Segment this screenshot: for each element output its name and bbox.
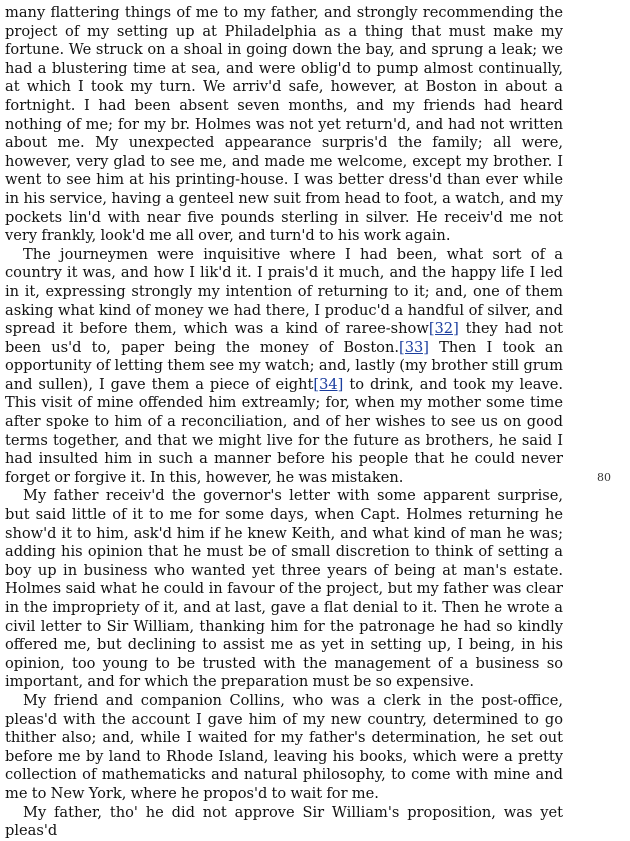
paragraph-text: to drink, and took my leave. This visit of mine offended him extreamly; for, when my mother some time after spoke to him of a reconciliation, and of her wishes to see us on good terms together, and that we might live for the future as brothers, he said I had insulted him in such a manner before his people that he could never forget or forgive it. In this, however, he was mistaken. [5,375,563,486]
footnote-link-32[interactable]: [32] [428,320,459,338]
paragraph-text: My friend and companion Collins, who was a clerk in the post-office, pleas'd with the account I gave him of my new country, determined to go thither also; and, while I waited for my father's determination, he set out before me by land to Rhode Island, leaving his books, which were a pretty collection of mathematicks and natural philosophy, to come with mine and me to New York, where he propos'd to wait for me. [5,691,563,802]
footnote-link-34[interactable]: [34] [313,375,344,393]
paragraph [5,4,563,246]
paragraph [5,804,563,841]
paragraph [5,692,563,804]
footnote-link-33[interactable]: [33] [399,338,429,356]
paragraph-text: many flattering things of me to my father, and strongly recommending the project of my setting up at Philadelphia as a thing that must make my fortune. We struck on a shoal in going down the bay, and sprung a leak; we had a blustering time at sea, and were oblig'd to pump almost continually, at which I took my turn. We arriv'd safe, however, at Boston in about a fortnight. I had been absent seven months, and my friends had heard nothing of me; for my br. Holmes was not yet return'd, and had not written about me. My unexpected appearance surpris'd the family; all were, however, very glad to see me, and made me welcome, except my brother. I went to see him at his printing-house. I was better dress'd than ever while in his service, having a genteel new suit from head to foot, a watch, and my pockets lin'd with near five pounds sterling in silver. He receiv'd me not very frankly, look'd me all over, and turn'd to his work again. [5,4,563,245]
paragraph-text: The journeymen were inquisitive where I had been, what sort of a country it was, and how I lik'd it. I prais'd it much, and the happy life I led in it, expressing strongly my intention of returning to it; and, one of them asking what kind of money we had there, I produc'd a handful of silver, and spread it before them, which was a kind of raree-show [5,245,563,338]
paragraph-text: Then I took an opportunity of letting them see my watch; and, lastly (my brother still grum and sullen), I gave them a piece of eight [5,338,563,393]
paragraph-text: My father receiv'd the governor's letter with some apparent surprise, but said little of it to me for some days, when Capt. Holmes returning he show'd it to him, ask'd him if he knew Keith, and what kind of man he was; adding his opinion that he must be of small discretion to think of setting a boy up in business who wanted yet three years of being at man's estate. Holmes said what he could in favour of the project, but my father was clear in the impropriety of it, and at last, gave a flat denial to it. Then he wrote a civil letter to Sir William, thanking him for the patronage he had so kindly offered me, but declining to assist me as yet in setting up, I being, in his opinion, too young to be trusted with the management of a business so important, and for which the preparation must be so expensive. [5,487,563,691]
paragraph-text: they had not been us'd to, paper being the money of Boston. [5,320,563,356]
paragraph [5,246,563,488]
paragraph-text: My father, tho' he did not approve Sir William's proposition, was yet pleas'd [5,803,563,840]
page-number: 80 [597,471,611,484]
paragraph [5,487,563,692]
book-page [5,0,563,841]
